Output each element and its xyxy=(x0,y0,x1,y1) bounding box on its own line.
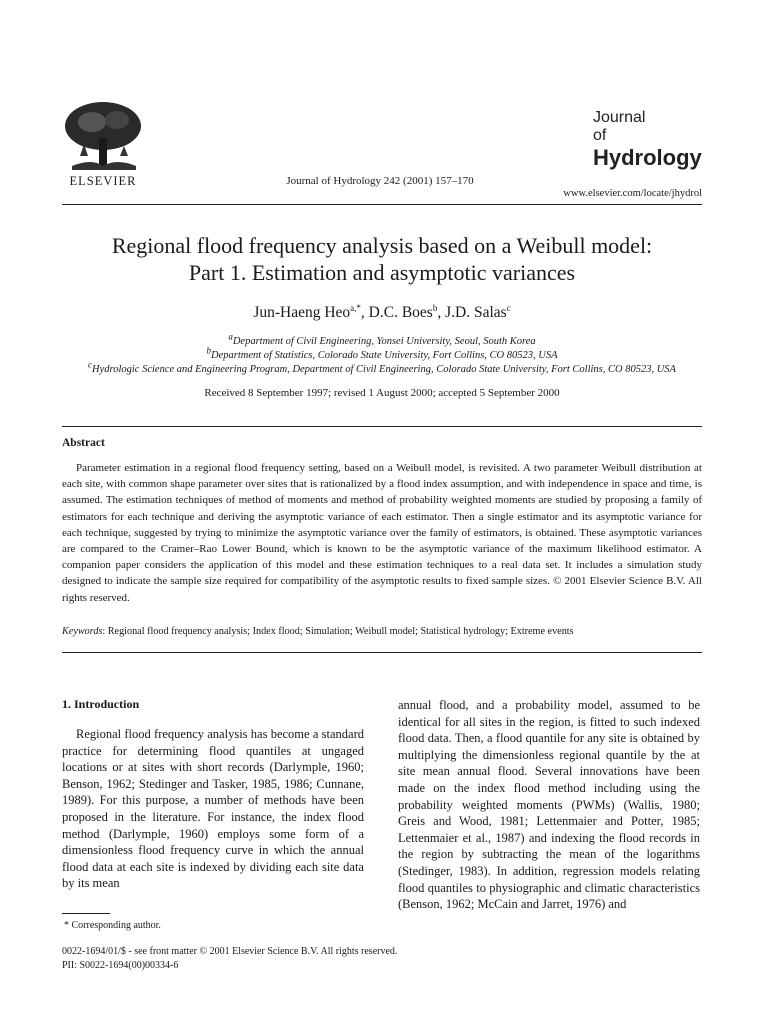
abstract-top-rule xyxy=(62,426,702,427)
keywords-label: Keywords xyxy=(62,626,103,637)
author-name: Jun-Haeng Heo xyxy=(253,304,351,321)
copyright-line: 0022-1694/01/$ - see front matter © 2001 Elsevier Science B.V. All rights reserved. xyxy=(62,946,398,957)
body-column-right: annual flood, and a probability model, assumed to be identical for all sites in the region, is fitted to such indexed flood data. Then, a flood quantile for any site is obtained by multiplying the dimensionless regional quantile by the at site mean annual flood. Several innovations have been made on the index flood method including using the probability weighted moments (PWMs) (Wallis, 1980; Greis and Wood, 1981; Lettenmaier and Potter, 1985; Lettenmaier et al., 1987) and indexing the flood records in the region by subtracting the mean of the logarithms (Stedinger, 1983). In addition, regression models relating flood quantiles to physiographic and climatic characteristics (Benson, 1962; McCain and Jarret, 1976) and xyxy=(398,698,700,912)
title-line-1: Regional flood frequency analysis based on a Weibull model: xyxy=(111,233,653,258)
journal-brand-line2: of xyxy=(593,127,607,144)
received-dates: Received 8 September 1997; revised 1 August 2000; accepted 5 September 2000 xyxy=(204,387,560,399)
affiliation-text: Department of Statistics, Colorado State University, Fort Collins, CO 80523, USA xyxy=(211,350,558,361)
affiliation-text: Hydrologic Science and Engineering Program, Department of Civil Engineering, Colorado State University, Fort Collins, CO 80523, USA xyxy=(92,364,676,375)
author-mark: c xyxy=(506,302,511,313)
publisher-logo-label: ELSEVIER xyxy=(69,174,137,188)
journal-url[interactable]: www.elsevier.com/locate/jhydrol xyxy=(563,188,702,199)
section-heading: 1. Introduction xyxy=(62,697,140,711)
journal-brand xyxy=(593,110,702,169)
author-mark: b xyxy=(432,302,438,313)
affiliation-text: Department of Civil Engineering, Yonsei University, Seoul, South Korea xyxy=(232,336,536,347)
header-rule xyxy=(62,204,702,205)
abstract-heading: Abstract xyxy=(62,437,105,449)
journal-brand-line1: Journal xyxy=(593,109,646,126)
keywords-line xyxy=(62,626,702,637)
journal-brand-line3: Hydrology xyxy=(593,145,702,170)
journal-citation: Journal of Hydrology 242 (2001) 157–170 xyxy=(286,175,474,187)
author-name: D.C. Boes xyxy=(368,304,433,321)
author-name: J.D. Salas xyxy=(445,304,507,321)
footnote: * Corresponding author. xyxy=(64,920,161,931)
affiliation-mark: b xyxy=(206,345,211,356)
affiliation xyxy=(40,331,724,347)
body-column-left: Regional flood frequency analysis has become a standard practice for determining flood quantiles at ungaged locations or at sites with short records (Darlymple, 1960; Benson, 1962; Stedinger and Tasker, 1985, 1986; Cunnane, 1989). For this purpose, a number of methods have been proposed in the literature. For instance, the index flood method (Darlymple, 1960) employs some form of a dimensionless flood frequency curve in which the annual flood data at each site is indexed by dividing each site data by its mean xyxy=(62,727,364,891)
pii-line: PII: S0022-1694(00)00334-6 xyxy=(62,960,179,971)
author-mark: a,* xyxy=(350,302,361,313)
affiliation xyxy=(40,345,724,361)
affiliation-mark: a xyxy=(228,331,233,342)
affiliation xyxy=(40,359,724,375)
author-separator: , xyxy=(437,304,446,321)
copyright-block xyxy=(62,945,397,973)
author-separator: , xyxy=(360,304,369,321)
abstract-text: Parameter estimation in a regional flood frequency setting, based on a Weibull model, is revisited. A two parameter Weibull distribution at each site, with common shape parameter over sites that is rationalized by a flood index assumption, and with independence in space and time, is assumed. The estimation techniques of method of moments and method of probability weighted moments are studied by proposing a family of estimators for each technique and deriving the asymptotic variance of each estimator. Then a single estimator and its asymptotic variance for each technique, suggested by trying to minimize the asymptotic variance over the family of estimators, is obtained. These asymptotic variances are compared to the Cramer–Rao Lower Bound, which is known to be the asymptotic variance of the maximum likelihood estimator. A companion paper considers the application of this model and these estimation techniques to a real data set. It includes a simulation study designed to indicate the sample size required for compatibility of the asymptotic results to fixed sample sizes. © 2001 Elsevier Science B.V. All rights reserved. xyxy=(62,462,702,604)
tree-icon xyxy=(62,100,144,174)
article-title xyxy=(62,232,702,286)
affiliation-mark: c xyxy=(88,359,93,370)
keywords-text: : Regional flood frequency analysis; Index flood; Simulation; Weibull model; Statistical hydrology; Extreme events xyxy=(102,626,574,637)
abstract-bottom-rule xyxy=(62,652,702,653)
title-line-2: Part 1. Estimation and asymptotic variances xyxy=(188,260,576,285)
author-list xyxy=(62,304,702,322)
footnote-rule xyxy=(62,913,110,914)
